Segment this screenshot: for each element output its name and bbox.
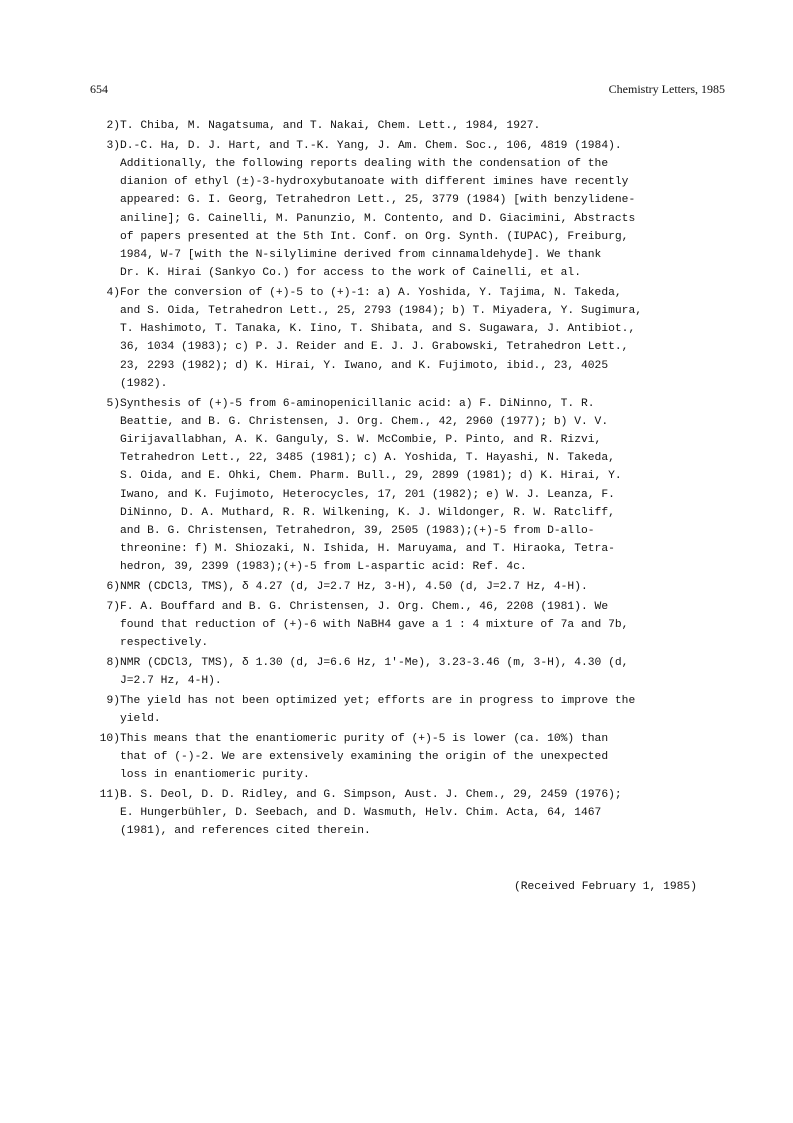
reference-text: This means that the enantiomeric purity of (+)-5 is lower (ca. 10%) than that of (-)-2. We are extensively examining the origin of the unexpected loss in enantiomeric purity. xyxy=(120,732,609,782)
reference-text: For the conversion of (+)-5 to (+)-1: a) A. Yoshida, Y. Tajima, N. Takeda, and S. Oida, Tetrahedron Lett., 25, 2793 (1984); b) T. Miyadera, Y. Sugimura, T. Hashimoto, T. Tanaka, K. Iino, T. Shibata, and S. Sugawara, J. Antibiot., 36, 1034 (1983); c) P. J. Reider and E. J. J. Grabowski, Tetrahedron Lett., 23, 2293 (1982); d) K. Hirai, Y. Iwano, and K. Fujimoto, ibid., 23, 4025 (1982). xyxy=(120,286,643,390)
journal-title: Chemistry Letters, 1985 xyxy=(608,82,725,96)
reference-number: 8) xyxy=(106,656,120,669)
reference-text: Synthesis of (+)-5 from 6-aminopenicillanic acid: a) F. DiNinno, T. R. Beattie, and B. G. Christensen, J. Org. Chem., 42, 2960 (1977); b) V. V. Girijavallabhan, A. K. Ganguly, S. W. McCombie, P. Pinto, and R. Rizvi, Tetrahedron Lett., 22, 3485 (1981); c) A. Yoshida, T. Hayashi, N. Takeda, S. Oida, and E. Ohki, Chem. Pharm. Bull., 29, 2899 (1981); d) K. Hirai, Y. Iwano, and K. Fujimoto, Heterocycles, 17, 201 (1982); e) W. J. Leanza, F. DiNinno, D. A. Muthard, R. R. Wilkening, K. J. Wildonger, R. W. Ratcliff, and B. G. Christensen, Tetrahedron, 39, 2505 (1983);(+)-5 from D-allo- threonine: f) M. Shiozaki, N. Ishida, H. Maruyama, and T. Hiraoka, Tetra- hedron, 39, 2399 (1983);(+)-5 from L-aspartic acid: Ref. 4c. xyxy=(120,397,622,574)
reference-item xyxy=(84,284,724,393)
reference-item xyxy=(84,786,724,841)
received-date: (Received February 1, 1985) xyxy=(513,881,697,893)
reference-number: 3) xyxy=(106,139,120,152)
reference-item xyxy=(84,654,724,690)
reference-text: T. Chiba, M. Nagatsuma, and T. Nakai, Chem. Lett., 1984, 1927. xyxy=(120,120,541,132)
reference-number: 10) xyxy=(99,732,120,745)
reference-item xyxy=(84,578,724,596)
reference-item xyxy=(84,598,724,653)
reference-number: 7) xyxy=(106,600,120,613)
reference-item xyxy=(84,395,724,577)
reference-item xyxy=(84,117,724,135)
reference-text: D.-C. Ha, D. J. Hart, and T.-K. Yang, J. Am. Chem. Soc., 106, 4819 (1984). Additionally, the following reports dealing with the condensation of the dianion of ethyl (±)-3-hydroxybutanoate with different imines have recently appeared: G. I. Georg, Tetrahedron Lett., 25, 3779 (1984) [with benzylidene- aniline]; G. Cainelli, M. Panunzio, M. Contento, and D. Giacimini, Abstracts of papers presented at the 5th Int. Conf. on Org. Synth. (IUPAC), Freiburg, 1984, W-7 [with the N-silylimine derived from cinnamaldehyde]. We thank Dr. K. Hirai (Sankyo Co.) for access to the work of Cainelli, et al. xyxy=(120,139,636,280)
reference-text: NMR (CDCl3, TMS), δ 4.27 (d, J=2.7 Hz, 3-H), 4.50 (d, J=2.7 Hz, 4-H). xyxy=(120,581,588,594)
page-number: 654 xyxy=(90,82,108,96)
reference-text: The yield has not been optimized yet; efforts are in progress to improve the yield. xyxy=(120,694,636,725)
reference-number: 2) xyxy=(106,120,120,132)
reference-text: B. S. Deol, D. D. Ridley, and G. Simpson, Aust. J. Chem., 29, 2459 (1976); E. Hungerbühler, D. Seebach, and D. Wasmuth, Helv. Chim. Acta, 64, 1467 (1981), and references cited therein. xyxy=(120,788,622,838)
reference-number: 6) xyxy=(106,581,120,594)
reference-item xyxy=(84,692,724,728)
reference-number: 11) xyxy=(99,788,120,801)
reference-text: NMR (CDCl3, TMS), δ 1.30 (d, J=6.6 Hz, 1'-Me), 3.23-3.46 (m, 3-H), 4.30 (d, J=2.7 Hz, 4-H). xyxy=(120,656,629,688)
reference-number: 4) xyxy=(106,286,120,299)
reference-number: 9) xyxy=(106,694,120,707)
reference-text: F. A. Bouffard and B. G. Christensen, J. Org. Chem., 46, 2208 (1981). We found that reduction of (+)-6 with NaBH4 gave a 1 : 4 mixture of 7a and 7b, respectively. xyxy=(120,600,629,650)
reference-item xyxy=(84,730,724,785)
reference-item xyxy=(84,137,724,283)
reference-number: 5) xyxy=(106,397,120,410)
reference-list xyxy=(84,117,724,842)
